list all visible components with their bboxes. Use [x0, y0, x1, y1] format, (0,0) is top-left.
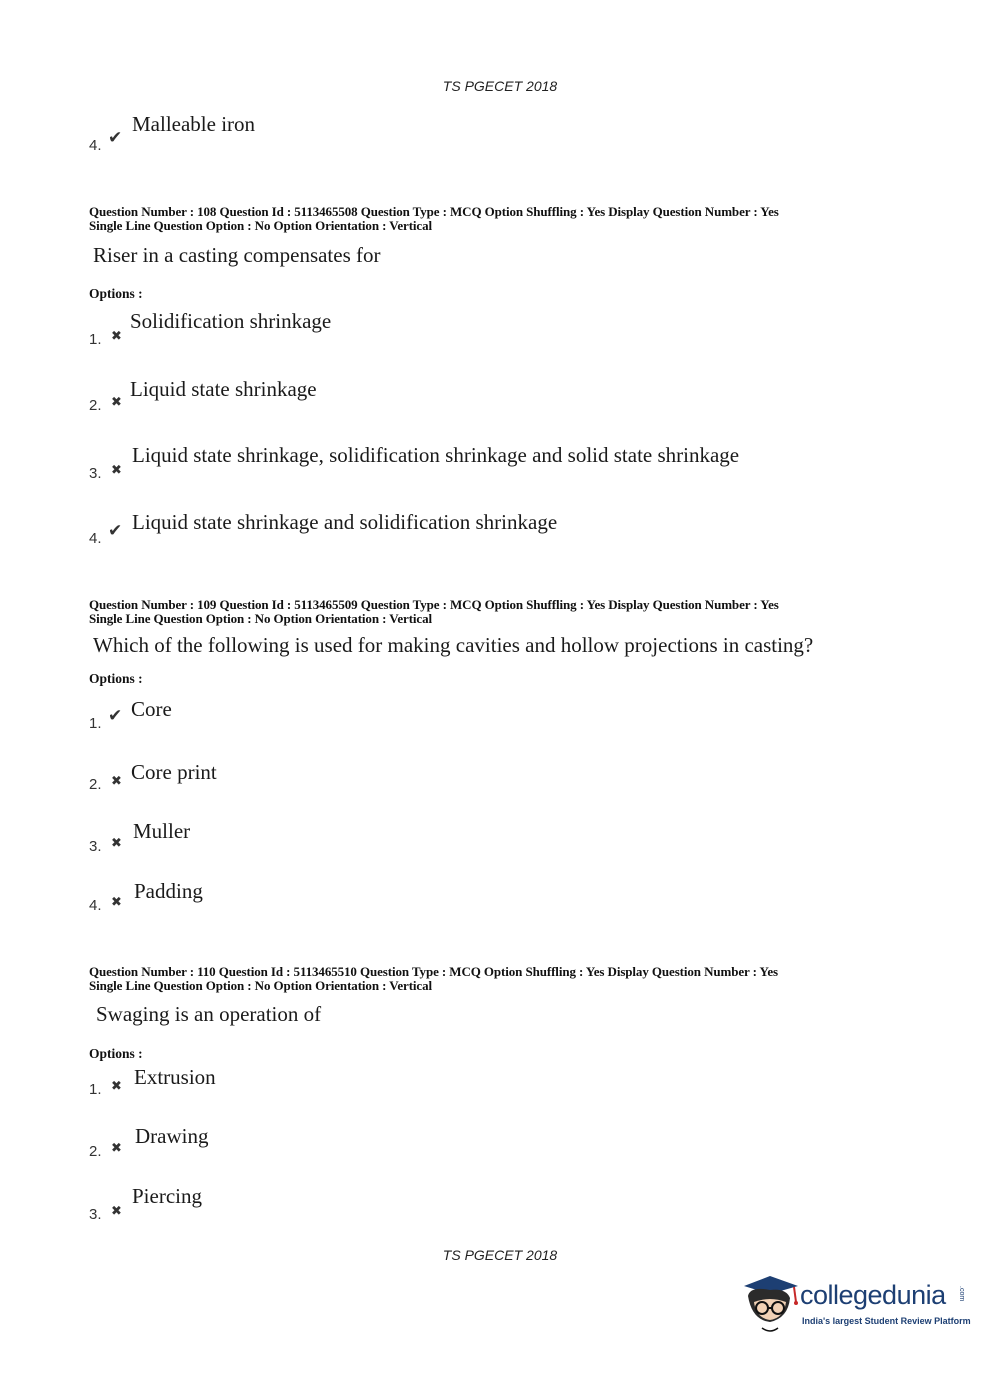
question-text: Which of the following is used for making cavities and hollow projections in casting?	[93, 633, 814, 657]
page-header: TS PGECET 2018	[442, 78, 558, 94]
question-meta-line1: Question Number : 108 Question Id : 5113465508 Question Type : MCQ Option Shuffling : Yes Display Question Number : Yes	[89, 204, 779, 219]
question-meta	[89, 598, 779, 626]
option-text: Solidification shrinkage	[130, 309, 332, 333]
cross-icon: ✖	[111, 894, 122, 909]
mascot-icon	[740, 1272, 800, 1338]
option-number: 2.	[89, 776, 102, 793]
cross-icon: ✖	[111, 394, 122, 409]
option-text: Liquid state shrinkage, solidification shrinkage and solid state shrinkage	[132, 443, 740, 467]
option-number: 4.	[89, 897, 102, 914]
options-label: Options :	[89, 671, 143, 686]
option-text: Muller	[133, 819, 191, 843]
cross-icon: ✖	[111, 1078, 122, 1093]
options-label: Options :	[89, 1046, 143, 1061]
check-icon: ✔	[108, 521, 123, 540]
option-number: 3.	[89, 1206, 102, 1223]
cross-icon: ✖	[111, 328, 122, 343]
check-icon: ✔	[108, 128, 123, 147]
logo-wordmark: collegedunia	[800, 1280, 946, 1310]
option-text: Malleable iron	[132, 112, 256, 136]
option-number: 4.	[89, 137, 102, 154]
collegedunia-logo	[740, 1272, 970, 1342]
cross-icon: ✖	[111, 835, 122, 850]
option-number: 2.	[89, 1143, 102, 1160]
question-meta-line2: Single Line Question Option : No Option Orientation : Vertical	[89, 978, 433, 993]
option-text: Liquid state shrinkage	[130, 377, 317, 401]
logo-suffix: .com	[958, 1286, 965, 1302]
option-number: 4.	[89, 530, 102, 547]
option-number: 3.	[89, 838, 102, 855]
question-meta	[89, 205, 779, 233]
logo-tagline: India's largest Student Review Platform	[802, 1316, 971, 1326]
question-meta-line2: Single Line Question Option : No Option Orientation : Vertical	[89, 611, 433, 626]
cross-icon: ✖	[111, 1203, 122, 1218]
question-meta	[89, 965, 778, 993]
option-text: Drawing	[135, 1124, 209, 1148]
option-text: Padding	[134, 879, 203, 903]
question-meta-line2: Single Line Question Option : No Option Orientation : Vertical	[89, 218, 433, 233]
option-text: Core print	[131, 760, 217, 784]
page-footer: TS PGECET 2018	[442, 1247, 558, 1263]
question-text: Swaging is an operation of	[96, 1002, 322, 1026]
check-icon: ✔	[108, 706, 123, 725]
cross-icon: ✖	[111, 462, 122, 477]
option-number: 3.	[89, 465, 102, 482]
option-number: 1.	[89, 331, 102, 348]
option-number: 2.	[89, 397, 102, 414]
options-label: Options :	[89, 286, 143, 301]
option-text: Core	[131, 697, 172, 721]
option-number: 1.	[89, 715, 102, 732]
question-meta-line1: Question Number : 110 Question Id : 5113465510 Question Type : MCQ Option Shuffling : Yes Display Question Number : Yes	[89, 964, 778, 979]
option-text: Liquid state shrinkage and solidification shrinkage	[132, 510, 558, 534]
option-text: Piercing	[132, 1184, 202, 1208]
option-number: 1.	[89, 1081, 102, 1098]
option-text: Extrusion	[134, 1065, 216, 1089]
question-text: Riser in a casting compensates for	[93, 243, 381, 267]
cross-icon: ✖	[111, 773, 122, 788]
question-meta-line1: Question Number : 109 Question Id : 5113465509 Question Type : MCQ Option Shuffling : Yes Display Question Number : Yes	[89, 597, 779, 612]
cross-icon: ✖	[111, 1140, 122, 1155]
